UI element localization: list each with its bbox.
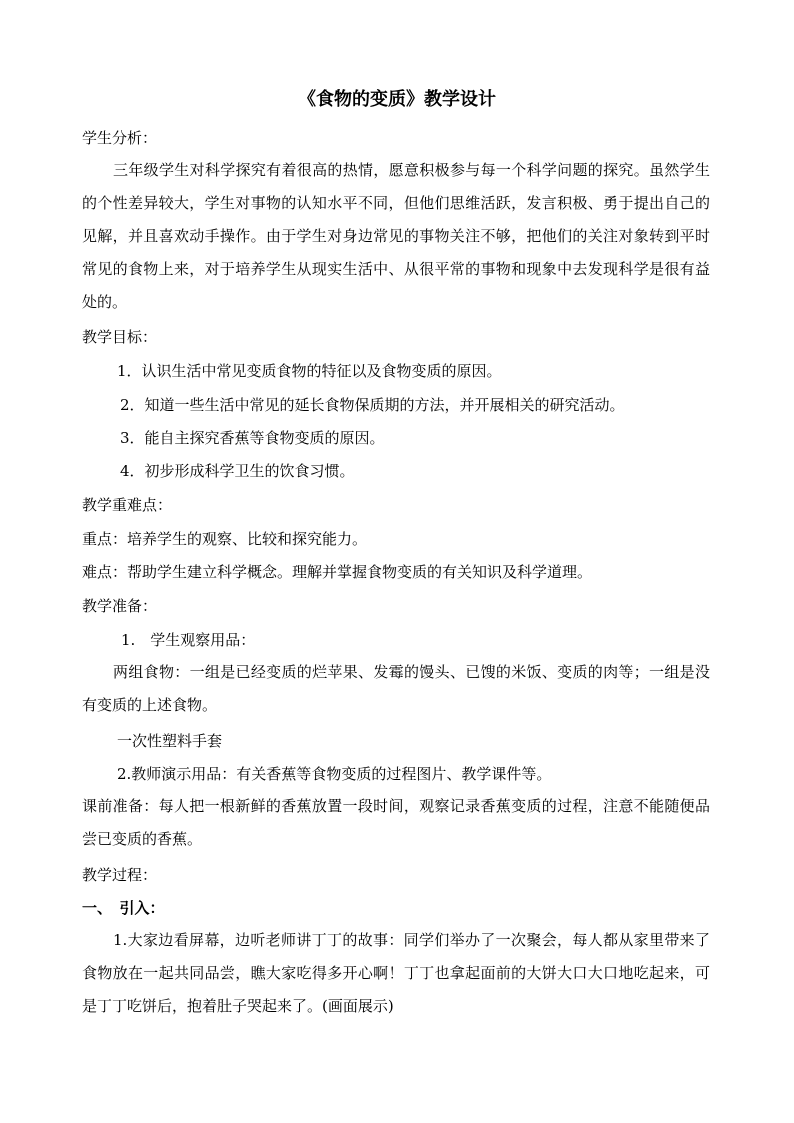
- key-points-heading: 教学重难点：: [82, 496, 173, 514]
- section-introduction-heading: 一、 引入：: [82, 899, 165, 917]
- introduction-paragraph: 1.大家边看屏幕，边听老师讲丁丁的故事：同学们举办了一次聚会，每人都从家里带来了食物放在一起共同品尝，瞧大家吃得多开心啊！丁丁也拿起面前的大饼大口大口地吃起来，可是丁丁吃饼后，抱着肚子哭起来了。(画面展示): [82, 931, 710, 1015]
- teaching-goals-heading: 教学目标：: [82, 328, 158, 346]
- student-analysis-paragraph: 三年级学生对科学探究有着很高的热情，愿意积极参与每一个科学问题的探究。虽然学生的个性差异较大，学生对事物的认知水平不同，但他们思维活跃，发言积极、勇于提出自己的见解，并且喜欢动手操作。由于学生对身边常见的事物关注不够，把他们的关注对象转到平时常见的食物上来，对于培养学生从现实生活中、从很平常的事物和现象中去发现科学是很有益处的。: [82, 161, 710, 311]
- preparation-heading: 教学准备：: [82, 597, 158, 615]
- document-title: 《食物的变质》教学设计: [298, 89, 496, 110]
- process-heading: 教学过程：: [82, 866, 158, 884]
- teaching-goal-item: 3．能自主探究香蕉等食物变质的原因。: [120, 429, 385, 447]
- teaching-goal-item: 1．认识生活中常见变质食物的特征以及食物变质的原因。: [117, 362, 502, 380]
- key-point-text: 重点：培养学生的观察、比较和探究能力。: [82, 530, 368, 548]
- difficulty-text: 难点：帮助学生建立科学概念。理解并掌握食物变质的有关知识及科学道理。: [82, 563, 593, 581]
- gloves-text: 一次性塑料手套: [117, 732, 223, 750]
- teaching-goal-item: 2．知道一些生活中常见的延长食物保质期的方法，并开展相关的研究活动。: [120, 396, 625, 414]
- pre-class-paragraph: 课前准备：每人把一根新鲜的香蕉放置一段时间，观察记录香蕉变质的过程，注意不能随便品尝已变质的香蕉。: [82, 797, 710, 848]
- preparation-item-students: 1. 学生观察用品：: [121, 631, 256, 649]
- preparation-item-teacher: 2.教师演示用品：有关香蕉等食物变质的过程图片、教学课件等。: [117, 765, 552, 783]
- food-groups-paragraph: 两组食物：一组是已经变质的烂苹果、发霉的馒头、已馊的米饭、变质的肉等；一组是没有变质的上述食物。: [82, 663, 710, 714]
- student-analysis-heading: 学生分析：: [82, 129, 158, 147]
- teaching-goal-item: 4．初步形成科学卫生的饮食习惯。: [120, 462, 355, 480]
